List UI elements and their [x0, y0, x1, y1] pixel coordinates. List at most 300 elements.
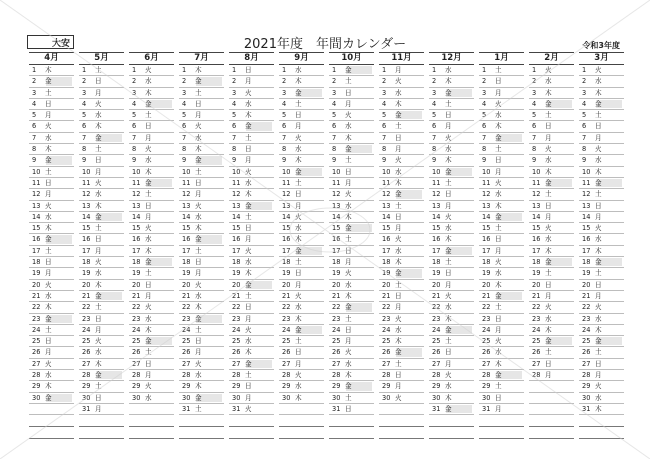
weekday: 火 [495, 99, 502, 108]
day-row [79, 359, 124, 370]
weekday: 月 [245, 314, 252, 323]
day-number: 6 [32, 122, 37, 131]
rokuyo-label-box: 大安 [27, 35, 74, 49]
weekday: 日 [95, 393, 102, 402]
day-number: 15 [132, 224, 141, 233]
day-number: 28 [382, 371, 391, 380]
weekday: 水 [145, 156, 152, 165]
weekday: 日 [345, 325, 352, 334]
day-row [479, 246, 524, 257]
weekday: 火 [245, 325, 252, 334]
day-number: 29 [132, 382, 141, 391]
day-row [79, 65, 124, 76]
day-number: 16 [582, 235, 591, 244]
day-row [279, 393, 324, 404]
day-row [379, 212, 424, 223]
day-row [579, 280, 624, 291]
day-number: 14 [582, 212, 591, 221]
weekday: 土 [195, 325, 202, 334]
day-row [179, 336, 224, 347]
weekday: 木 [245, 348, 252, 357]
day-row [79, 201, 124, 212]
day-number: 28 [182, 371, 191, 380]
day-row [279, 336, 324, 347]
weekday: 火 [495, 178, 502, 187]
day-row [429, 65, 474, 76]
weekday: 水 [295, 224, 302, 233]
weekday: 金 [95, 212, 102, 221]
day-number: 3 [282, 88, 287, 97]
day-row [529, 155, 574, 166]
day-row [329, 404, 374, 415]
day-number: 15 [82, 224, 91, 233]
month-column [229, 52, 274, 439]
day-number: 13 [82, 201, 91, 210]
day-number: 27 [382, 359, 391, 368]
weekday: 金 [345, 66, 352, 74]
weekday: 土 [145, 348, 152, 357]
day-row [129, 110, 174, 121]
day-row [179, 189, 224, 200]
day-number: 11 [132, 178, 141, 187]
weekday: 日 [245, 382, 252, 391]
day-number: 6 [432, 122, 437, 131]
day-row [229, 404, 274, 415]
day-number: 14 [182, 212, 191, 221]
weekday: 火 [245, 404, 252, 413]
day-row [179, 144, 224, 155]
day-row [79, 212, 124, 223]
day-number: 2 [432, 77, 437, 86]
day-number: 24 [582, 325, 591, 334]
day-row [29, 212, 74, 223]
weekday: 火 [595, 224, 602, 233]
weekday: 日 [495, 314, 502, 323]
day-row [179, 121, 224, 132]
weekday: 土 [245, 133, 252, 142]
weekday: 日 [45, 99, 52, 108]
day-row [279, 133, 324, 144]
weekday: 金 [245, 122, 252, 131]
day-row [229, 246, 274, 257]
day-row [279, 76, 324, 87]
day-row [529, 347, 574, 358]
day-number: 26 [232, 348, 241, 357]
weekday: 月 [545, 133, 552, 142]
day-number: 11 [532, 178, 541, 187]
day-number: 19 [132, 269, 141, 278]
day-row [29, 121, 74, 132]
day-row [329, 347, 374, 358]
day-number: 18 [432, 258, 441, 267]
weekday: 金 [595, 258, 602, 267]
day-row [479, 178, 524, 189]
day-number: 15 [582, 224, 591, 233]
day-row [579, 246, 624, 257]
day-row [579, 155, 624, 166]
day-row [579, 223, 624, 234]
weekday: 土 [445, 178, 452, 187]
day-row [579, 201, 624, 212]
day-number: 25 [182, 337, 191, 346]
day-row [379, 99, 424, 110]
weekday: 火 [495, 337, 502, 346]
month-column [379, 52, 424, 439]
day-row [179, 99, 224, 110]
weekday: 木 [445, 314, 452, 323]
day-number: 26 [482, 348, 491, 357]
day-number: 21 [82, 291, 91, 300]
day-row [29, 144, 74, 155]
day-row [279, 302, 324, 313]
day-number: 31 [182, 404, 191, 413]
day-number: 23 [82, 314, 91, 323]
weekday: 水 [395, 325, 402, 334]
day-number: 7 [432, 133, 437, 142]
day-row [579, 133, 624, 144]
weekday: 日 [145, 201, 152, 210]
day-row [529, 88, 574, 99]
day-number: 9 [582, 156, 587, 165]
day-number: 28 [232, 371, 241, 380]
weekday: 木 [145, 167, 152, 176]
weekday: 金 [295, 246, 302, 255]
weekday: 水 [45, 212, 52, 221]
weekday: 月 [195, 348, 202, 357]
day-row [429, 393, 474, 404]
weekday: 水 [245, 178, 252, 187]
day-number: 21 [282, 291, 291, 300]
day-number: 24 [232, 325, 241, 334]
weekday: 木 [595, 404, 602, 413]
day-row [479, 359, 524, 370]
weekday: 土 [195, 246, 202, 255]
day-number: 22 [332, 303, 341, 312]
note-line [529, 415, 574, 427]
day-row [29, 234, 74, 245]
day-number: 19 [332, 269, 341, 278]
weekday: 木 [395, 258, 402, 267]
weekday: 日 [95, 314, 102, 323]
day-row [129, 393, 174, 404]
day-number: 29 [432, 382, 441, 391]
weekday: 水 [395, 246, 402, 255]
day-row [429, 257, 474, 268]
day-number: 21 [582, 291, 591, 300]
day-row [79, 325, 124, 336]
day-number: 24 [32, 325, 41, 334]
weekday: 火 [145, 382, 152, 391]
day-number: 15 [482, 224, 491, 233]
day-row [29, 336, 74, 347]
weekday: 土 [595, 190, 602, 199]
day-number: 23 [332, 314, 341, 323]
day-row [229, 65, 274, 76]
day-number: 14 [282, 212, 291, 221]
day-row [79, 280, 124, 291]
day-number: 14 [432, 212, 441, 221]
day-row [429, 155, 474, 166]
day-row [229, 133, 274, 144]
day-row [329, 291, 374, 302]
day-number: 29 [582, 382, 591, 391]
day-row [579, 88, 624, 99]
weekday: 土 [445, 337, 452, 346]
day-row [129, 280, 174, 291]
weekday: 木 [95, 122, 102, 131]
weekday: 水 [595, 314, 602, 323]
day-number: 5 [432, 111, 437, 120]
day-row [579, 234, 624, 245]
day-number: 6 [332, 122, 337, 131]
day-row [179, 381, 224, 392]
day-number: 25 [532, 337, 541, 346]
weekday: 金 [345, 382, 352, 391]
day-row [329, 268, 374, 279]
day-number: 10 [382, 167, 391, 176]
day-number: 19 [232, 269, 241, 278]
day-number: 18 [182, 258, 191, 267]
day-row [279, 201, 324, 212]
day-number: 5 [532, 111, 537, 120]
day-row [229, 291, 274, 302]
day-number: 1 [532, 66, 537, 74]
day-number: 13 [132, 201, 141, 210]
empty-row [529, 381, 574, 392]
day-row [29, 189, 74, 200]
day-row [379, 133, 424, 144]
day-row [479, 201, 524, 212]
day-number: 9 [182, 156, 187, 165]
weekday: 月 [345, 337, 352, 346]
day-row [379, 144, 424, 155]
day-row [29, 381, 74, 392]
day-row [29, 257, 74, 268]
note-line [29, 415, 74, 427]
day-number: 22 [82, 303, 91, 312]
day-number: 19 [532, 269, 541, 278]
month-column [579, 52, 624, 439]
day-row [579, 381, 624, 392]
day-row [279, 212, 324, 223]
weekday: 金 [145, 337, 152, 346]
day-number: 25 [432, 337, 441, 346]
day-row [529, 268, 574, 279]
weekday: 土 [495, 145, 502, 154]
day-number: 25 [82, 337, 91, 346]
day-number: 2 [232, 77, 237, 86]
day-number: 22 [132, 303, 141, 312]
day-row [479, 110, 524, 121]
day-number: 24 [482, 325, 491, 334]
day-number: 30 [182, 393, 191, 402]
weekday: 金 [595, 337, 602, 346]
weekday: 月 [495, 88, 502, 97]
day-row [279, 167, 324, 178]
day-row [179, 201, 224, 212]
day-number: 22 [282, 303, 291, 312]
day-row [179, 257, 224, 268]
day-number: 30 [232, 393, 241, 402]
day-number: 13 [582, 201, 591, 210]
day-number: 28 [582, 371, 591, 380]
day-number: 4 [32, 99, 37, 108]
weekday: 木 [245, 111, 252, 120]
weekday: 水 [495, 348, 502, 357]
day-row [429, 110, 474, 121]
day-row [529, 325, 574, 336]
weekday: 火 [395, 156, 402, 165]
day-row [129, 291, 174, 302]
day-row [279, 189, 324, 200]
day-row [179, 88, 224, 99]
day-row [179, 76, 224, 87]
weekday: 火 [495, 258, 502, 267]
day-number: 13 [182, 201, 191, 210]
day-row [179, 110, 224, 121]
day-row [579, 178, 624, 189]
weekday: 日 [195, 178, 202, 187]
month-column [429, 52, 474, 439]
day-number: 20 [282, 280, 291, 289]
day-row [179, 178, 224, 189]
day-number: 1 [482, 66, 487, 74]
weekday: 火 [195, 122, 202, 131]
era-year-label: 令和3年度 [582, 41, 620, 50]
day-row [79, 133, 124, 144]
day-number: 16 [232, 235, 241, 244]
weekday: 土 [495, 224, 502, 233]
day-number: 25 [32, 337, 41, 346]
day-number: 18 [282, 258, 291, 267]
day-row [379, 178, 424, 189]
day-number: 11 [382, 178, 391, 187]
day-row [29, 347, 74, 358]
day-number: 17 [182, 246, 191, 255]
day-number: 17 [132, 246, 141, 255]
weekday: 月 [295, 280, 302, 289]
day-row [229, 234, 274, 245]
day-row [529, 133, 574, 144]
day-row [179, 155, 224, 166]
weekday: 火 [95, 258, 102, 267]
day-number: 4 [282, 99, 287, 108]
note-line [329, 427, 374, 439]
day-row [479, 325, 524, 336]
weekday: 火 [395, 314, 402, 323]
day-number: 2 [482, 77, 487, 86]
note-line [529, 427, 574, 439]
day-row [479, 347, 524, 358]
month-column [279, 52, 324, 439]
day-row [379, 280, 424, 291]
day-row [529, 359, 574, 370]
day-number: 25 [282, 337, 291, 346]
day-row [579, 370, 624, 381]
weekday: 日 [345, 246, 352, 255]
weekday: 日 [345, 167, 352, 176]
day-row [379, 268, 424, 279]
day-row [479, 302, 524, 313]
day-row [429, 76, 474, 87]
day-number: 10 [532, 167, 541, 176]
weekday: 水 [545, 156, 552, 165]
day-row [579, 257, 624, 268]
weekday: 木 [245, 190, 252, 199]
day-number: 7 [382, 133, 387, 142]
day-row [229, 257, 274, 268]
day-number: 25 [382, 337, 391, 346]
day-row [379, 121, 424, 132]
weekday: 水 [595, 235, 602, 244]
day-row [479, 212, 524, 223]
day-number: 16 [482, 235, 491, 244]
weekday: 月 [295, 359, 302, 368]
day-number: 1 [582, 66, 587, 74]
day-number: 27 [182, 359, 191, 368]
day-row [79, 347, 124, 358]
month-header: 1月 [479, 52, 524, 65]
weekday: 水 [595, 156, 602, 165]
day-row [279, 121, 324, 132]
weekday: 水 [445, 224, 452, 233]
day-number: 2 [132, 77, 137, 86]
day-row [79, 314, 124, 325]
day-number: 18 [82, 258, 91, 267]
weekday: 木 [595, 88, 602, 97]
weekday: 木 [295, 235, 302, 244]
day-row [479, 189, 524, 200]
weekday: 月 [395, 66, 402, 74]
day-number: 30 [32, 393, 41, 402]
weekday: 金 [445, 88, 452, 97]
day-row [479, 393, 524, 404]
weekday: 水 [445, 303, 452, 312]
day-number: 21 [432, 291, 441, 300]
day-number: 28 [482, 371, 491, 380]
day-number: 10 [232, 167, 241, 176]
weekday: 水 [295, 145, 302, 154]
day-row [179, 280, 224, 291]
day-number: 14 [82, 212, 91, 221]
weekday: 火 [145, 66, 152, 74]
weekday: 木 [145, 88, 152, 97]
weekday: 水 [245, 258, 252, 267]
day-row [179, 347, 224, 358]
day-number: 1 [432, 66, 437, 74]
weekday: 金 [145, 99, 152, 108]
day-row [429, 404, 474, 415]
weekday: 月 [245, 235, 252, 244]
weekday: 水 [145, 314, 152, 323]
day-number: 22 [382, 303, 391, 312]
day-row [529, 302, 574, 313]
day-number: 27 [132, 359, 141, 368]
day-number: 17 [32, 246, 41, 255]
weekday: 土 [145, 111, 152, 120]
weekday: 日 [95, 156, 102, 165]
day-number: 1 [382, 66, 387, 74]
day-number: 13 [432, 201, 441, 210]
day-row [429, 88, 474, 99]
weekday: 土 [345, 156, 352, 165]
weekday: 金 [95, 133, 102, 142]
day-row [129, 212, 174, 223]
day-row [529, 189, 574, 200]
day-number: 17 [332, 246, 341, 255]
weekday: 火 [345, 269, 352, 278]
weekday: 土 [345, 235, 352, 244]
